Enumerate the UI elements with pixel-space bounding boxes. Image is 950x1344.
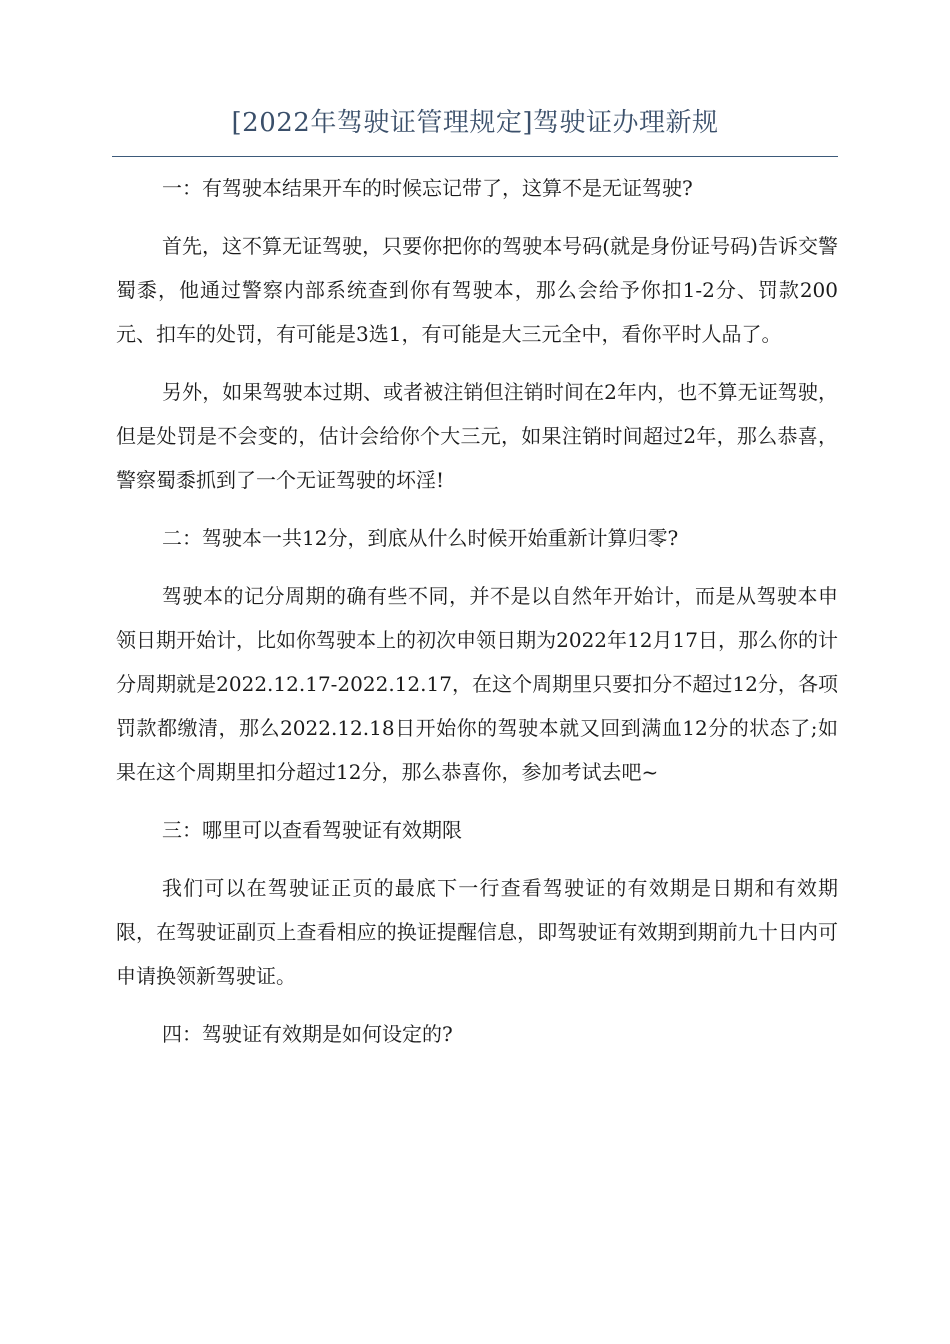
page-title: [2022年驾驶证管理规定]驾驶证办理新规 bbox=[231, 108, 719, 138]
section-heading-4: 四：驾驶证有效期是如何设定的? bbox=[162, 1022, 453, 1046]
title-divider bbox=[112, 156, 838, 157]
section-heading-3: 三：哪里可以查看驾驶证有效期限 bbox=[162, 818, 462, 842]
paragraph-4: 我们可以在驾驶证正页的最底下一行查看驾驶证的有效期是日期和有效期限，在驾驶证副页上查看相应的换证提醒信息，即驾驶证有效期到期前九十日内可申请换领新驾驶证。 bbox=[116, 876, 838, 988]
document-body bbox=[116, 166, 838, 1070]
paragraph-2: 另外，如果驾驶本过期、或者被注销但注销时间在2年内，也不算无证驾驶，但是处罚是不会变的，估计会给你个大三元，如果注销时间超过2年，那么恭喜，警察蜀黍抓到了一个无证驾驶的坏淫! bbox=[116, 380, 838, 492]
section-heading-1: 一：有驾驶本结果开车的时候忘记带了，这算不是无证驾驶? bbox=[162, 176, 693, 200]
paragraph-1: 首先，这不算无证驾驶，只要你把你的驾驶本号码(就是身份证号码)告诉交警蜀黍，他通过警察内部系统查到你有驾驶本，那么会给予你扣1-2分、罚款200元、扣车的处罚，有可能是3选1，有可能是大三元全中，看你平时人品了。 bbox=[116, 234, 838, 346]
paragraph-3: 驾驶本的记分周期的确有些不同，并不是以自然年开始计，而是从驾驶本申领日期开始计，比如你驾驶本上的初次申领日期为2022年12月17日，那么你的计分周期就是2022.12.17-2022.12.17，在这个周期里只要扣分不超过12分，各项罚款都缴清，那么2022.12.18日开始你的驾驶本就又回到满血12分的状态了;如果在这个周期里扣分超过12分，那么恭喜你，参加考试去吧~ bbox=[116, 584, 838, 784]
section-heading-2: 二：驾驶本一共12分，到底从什么时候开始重新计算归零? bbox=[162, 526, 679, 550]
